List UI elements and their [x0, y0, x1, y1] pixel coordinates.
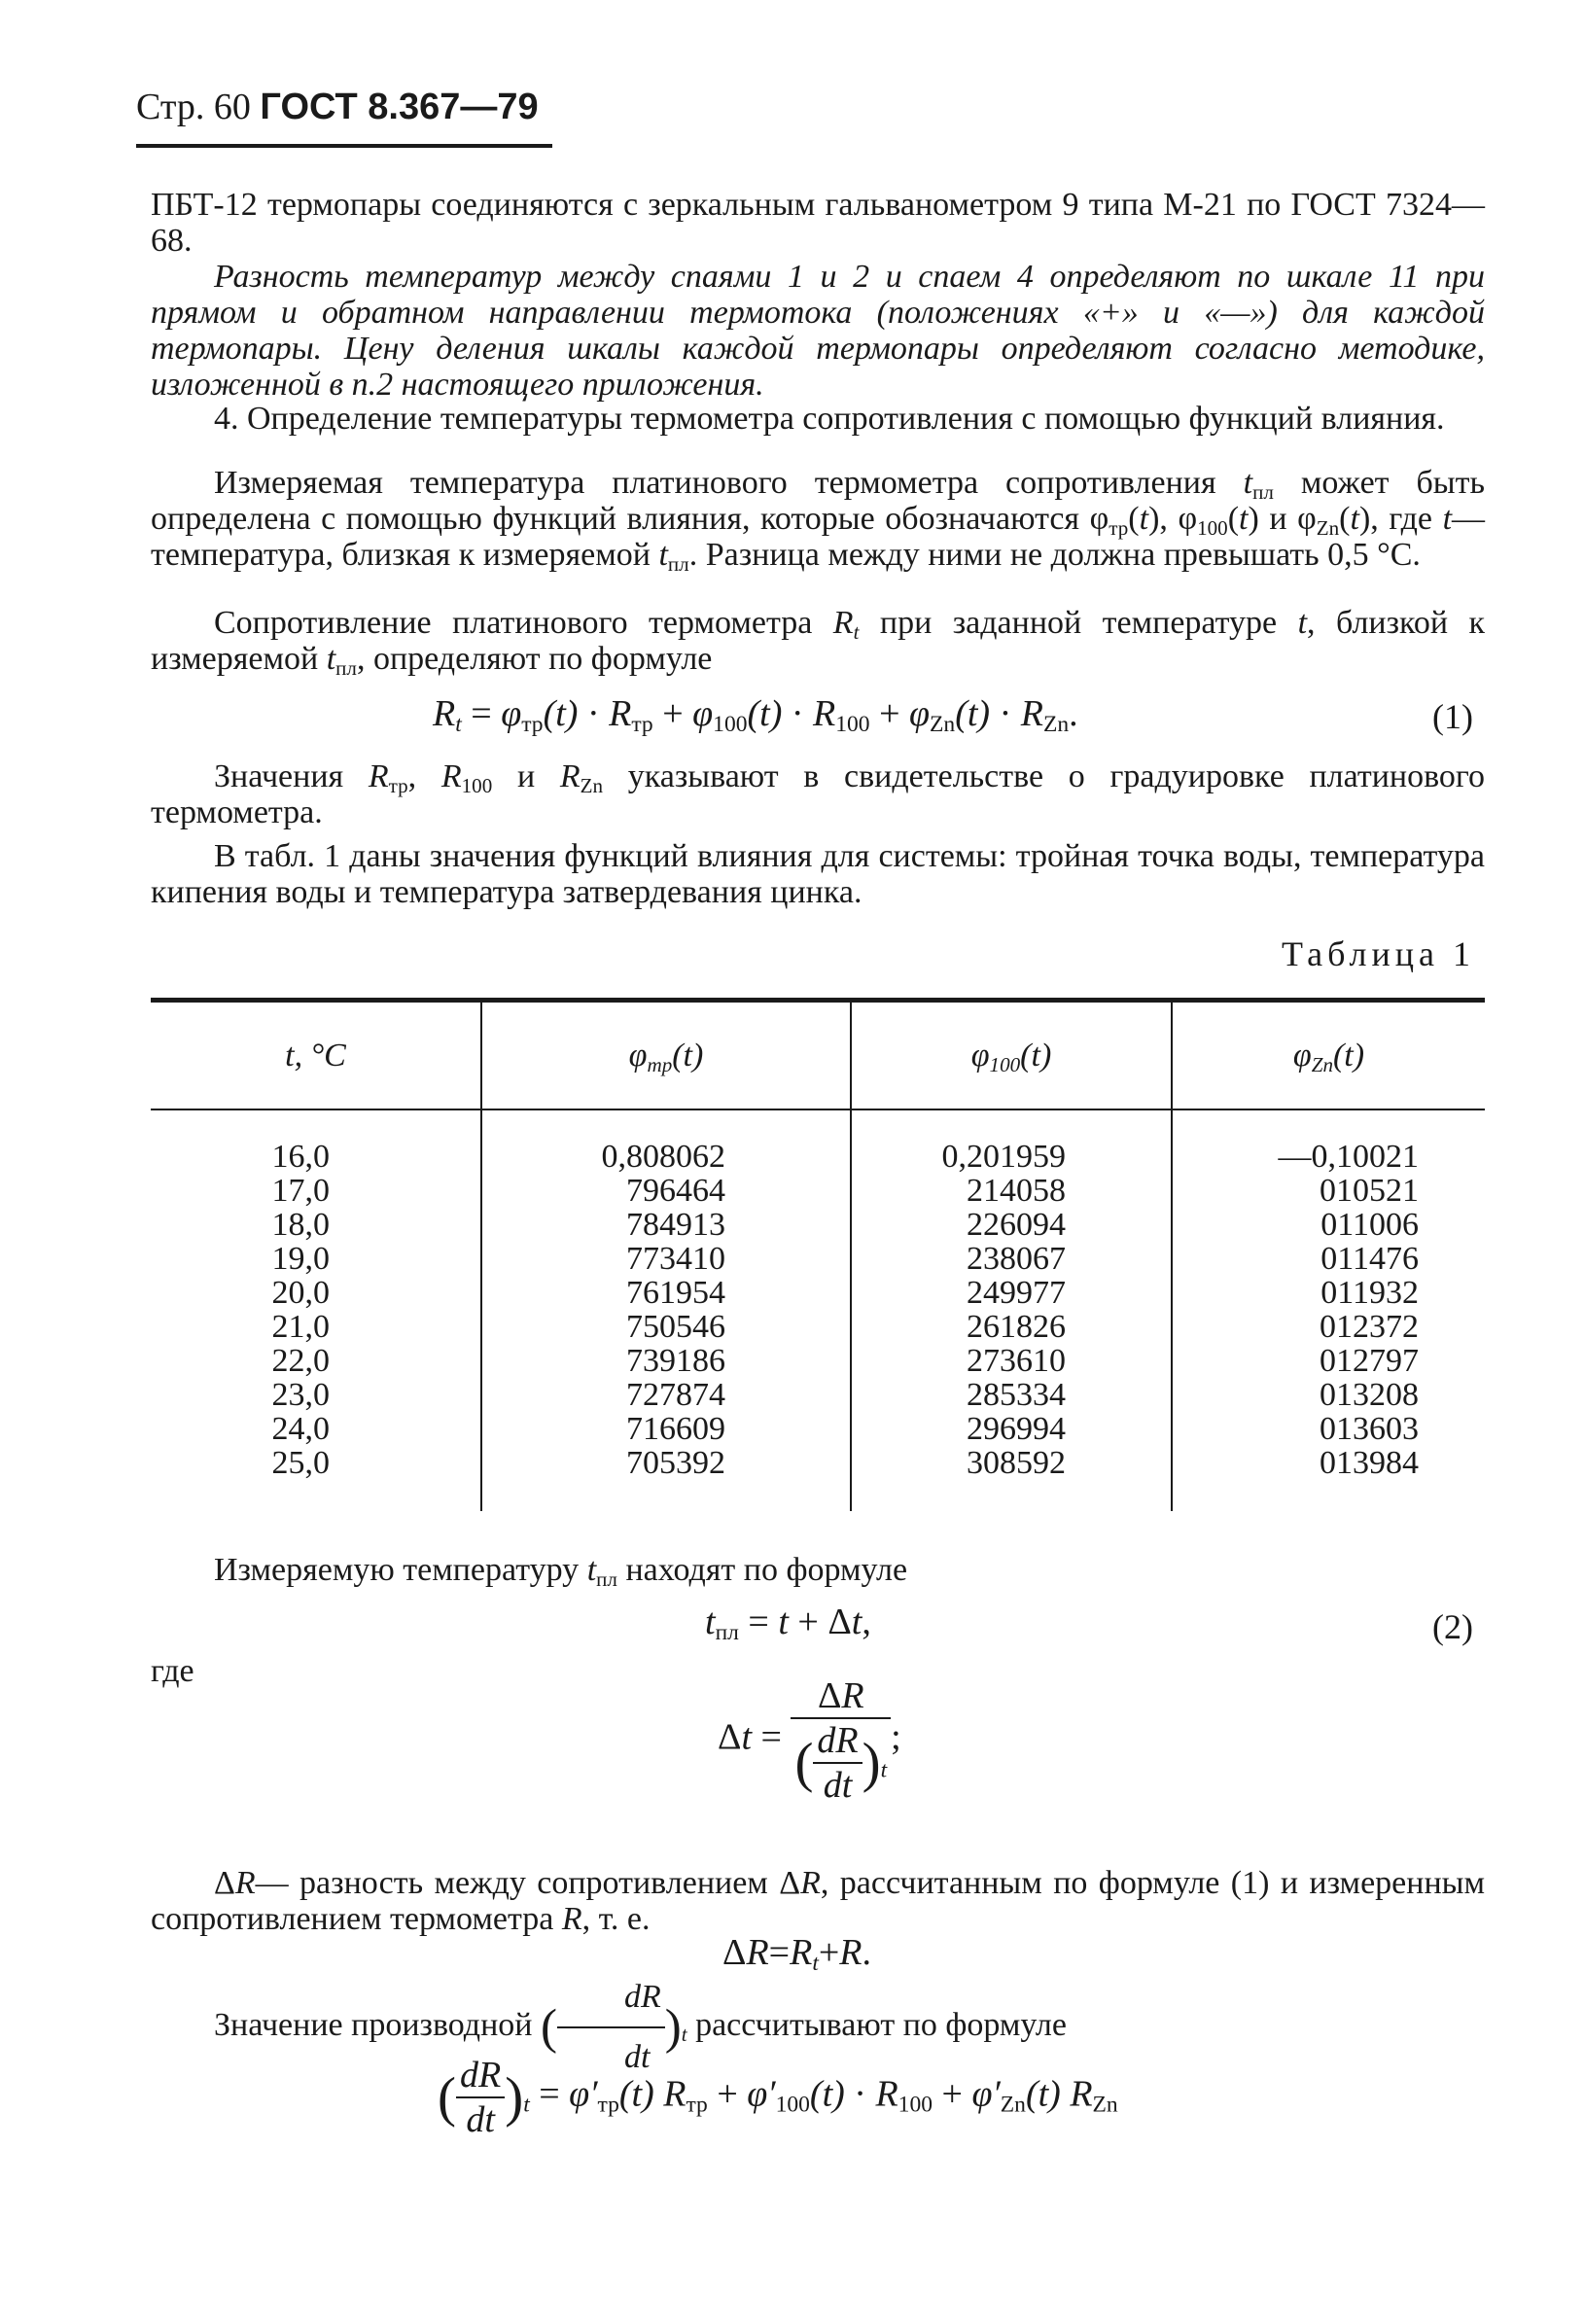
cell-temperature: 21,0 — [271, 1308, 330, 1345]
cell-temperature: 24,0 — [271, 1410, 330, 1447]
cell-phi-100: 214058 — [851, 1174, 1172, 1208]
paragraph-10: Значение производной ( $\frac{dR}{dt}$ )$_t$ рассчитывают по формуле — [151, 1968, 1485, 2087]
cell-phi-tp: 716609 — [481, 1412, 851, 1446]
table-row — [151, 1174, 1485, 1208]
paragraph-1: ПБТ-12 термопары соединяются с зеркальным гальванометром 9 типа М-21 по ГОСТ 7324—68. — [151, 187, 1485, 259]
cell-temperature: 19,0 — [271, 1240, 330, 1277]
paragraph-2: Разность температур между спаями 1 и 2 и спаем 4 определяют по шкале 11 при прямом и обратном направлении термотока (положениях «+» и «—») для каждой термопары. Цену деления шкалы каждой термопары определяют согласно методике, изложенной в п.2 настоящего приложения. — [151, 259, 1485, 403]
cell-phi-zn: —0,10021 — [1172, 1109, 1485, 1174]
formula-derivative: ( $\frac{dR}{dt}$ )$_t = \varphi'_{тр}(t)$ $R_{тр} + \varphi'_{100}(t) \cdot R_{100} + \varphi'_{Zn}(t)$ $R_{Zn}$ — [438, 2055, 1118, 2140]
cell-phi-tp: 773410 — [481, 1242, 851, 1276]
cell-temperature: 22,0 — [271, 1342, 330, 1379]
paragraph-7: В табл. 1 даны значения функций влияния для системы: тройная точка воды, температура кипения воды и температура затвердевания цинка. — [151, 838, 1485, 910]
header-rule — [136, 144, 552, 148]
table-caption: Таблица 1 — [1282, 934, 1475, 973]
cell-phi-zn: 013984 — [1172, 1446, 1485, 1511]
formula-delta-t: Δt = ΔR ( $\frac{dR}{dt}$ )$_t$ ; — [718, 1675, 901, 1806]
table-row — [151, 1378, 1485, 1412]
cell-phi-zn: 011476 — [1172, 1242, 1485, 1276]
header-temperature: t, °С — [151, 1001, 481, 1109]
cell-phi-zn: 012372 — [1172, 1310, 1485, 1344]
formula-delta-r: $\Delta R=R_t+R$. — [722, 1932, 872, 1976]
table-row — [151, 1242, 1485, 1276]
cell-phi-tp: 0,808062 — [481, 1109, 851, 1174]
table-row — [151, 1310, 1485, 1344]
table-header-row — [151, 1001, 1485, 1109]
cell-temperature: 23,0 — [271, 1376, 330, 1413]
cell-temperature: 20,0 — [271, 1274, 330, 1311]
standard-designation: ГОСТ 8.367—79 — [260, 87, 539, 127]
cell-phi-zn: 011932 — [1172, 1276, 1485, 1310]
cell-phi-100: 273610 — [851, 1344, 1172, 1378]
influence-functions-table — [151, 998, 1485, 1511]
cell-phi-100: 285334 — [851, 1378, 1172, 1412]
cell-phi-tp: 727874 — [481, 1378, 851, 1412]
table-row — [151, 1412, 1485, 1446]
cell-phi-100: 238067 — [851, 1242, 1172, 1276]
header-phi-tp: $\varphi_{тр}(t)$ — [481, 1001, 851, 1109]
table-row — [151, 1109, 1485, 1174]
cell-phi-zn: 010521 — [1172, 1174, 1485, 1208]
cell-phi-100: 296994 — [851, 1412, 1172, 1446]
cell-temperature: 18,0 — [271, 1206, 330, 1243]
cell-phi-zn: 013208 — [1172, 1378, 1485, 1412]
paragraph-4: Измеряемая температура платинового термометра сопротивления $t_{пл}$ может быть определена с помощью функций влияния, которые обозначаются $\varphi_{тр}(t)$, $\varphi_{100}(t)$ и $\varphi_{Zn}(t)$, где t— температура, близкая к измеряемой $t_{пл}$. Разница между ними не должна превышать 0,5 °С. — [151, 465, 1486, 576]
cell-phi-100: 308592 — [851, 1446, 1172, 1511]
cell-phi-100: 226094 — [851, 1208, 1172, 1242]
paragraph-9: ΔR— разность между сопротивлением ΔR, рассчитанным по формуле (1) и измеренным сопротивлением термометра R, т. е. — [151, 1865, 1486, 1937]
formula-1-number: (1) — [1432, 697, 1473, 736]
cell-phi-tp: 796464 — [481, 1174, 851, 1208]
formula-2-number: (2) — [1432, 1607, 1473, 1646]
header-phi-100: $\varphi_{100}(t)$ — [851, 1001, 1172, 1109]
page-header — [136, 86, 539, 128]
table-row — [151, 1344, 1485, 1378]
cell-phi-100: 0,201959 — [851, 1109, 1172, 1174]
cell-phi-tp: 784913 — [481, 1208, 851, 1242]
cell-phi-100: 249977 — [851, 1276, 1172, 1310]
table-row — [151, 1446, 1485, 1511]
cell-phi-zn: 011006 — [1172, 1208, 1485, 1242]
cell-temperature: 17,0 — [271, 1172, 330, 1209]
paragraph-5: Сопротивление платинового термометра $R_t$ при заданной температуре t, близкой к измеряемой $t_{пл}$, определяют по формуле — [151, 605, 1485, 680]
cell-phi-tp: 761954 — [481, 1276, 851, 1310]
cell-phi-tp: 705392 — [481, 1446, 851, 1511]
where-label: где — [151, 1653, 194, 1689]
header-phi-zn: $\varphi_{Zn}(t)$ — [1172, 1001, 1485, 1109]
formula-2: $t_{пл} = t + \Delta t$, — [705, 1602, 871, 1645]
paragraph-3: 4. Определение температуры термометра сопротивления с помощью функций влияния. — [214, 401, 1445, 437]
table-row — [151, 1276, 1485, 1310]
cell-temperature: 25,0 — [271, 1444, 330, 1481]
cell-temperature: 16,0 — [271, 1138, 330, 1175]
table-row — [151, 1208, 1485, 1242]
paragraph-6: Значения $R_{тр}$, $R_{100}$ и $R_{Zn}$ указывают в свидетельстве о градуировке платинового термометра. — [151, 758, 1486, 830]
cell-phi-tp: 750546 — [481, 1310, 851, 1344]
formula-1: $R_t = \varphi_{тр}(t) \cdot R_{тр} + \varphi_{100}(t) \cdot R_{100} + \varphi_{Zn}(t) \cdot R_{Zn}$. — [433, 693, 1078, 737]
cell-phi-tp: 739186 — [481, 1344, 851, 1378]
cell-phi-zn: 012797 — [1172, 1344, 1485, 1378]
page-number: Стр. 60 — [136, 87, 251, 127]
paragraph-8: Измеряемую температуру $t_{пл}$ находят по формуле — [214, 1552, 908, 1591]
cell-phi-100: 261826 — [851, 1310, 1172, 1344]
cell-phi-zn: 013603 — [1172, 1412, 1485, 1446]
